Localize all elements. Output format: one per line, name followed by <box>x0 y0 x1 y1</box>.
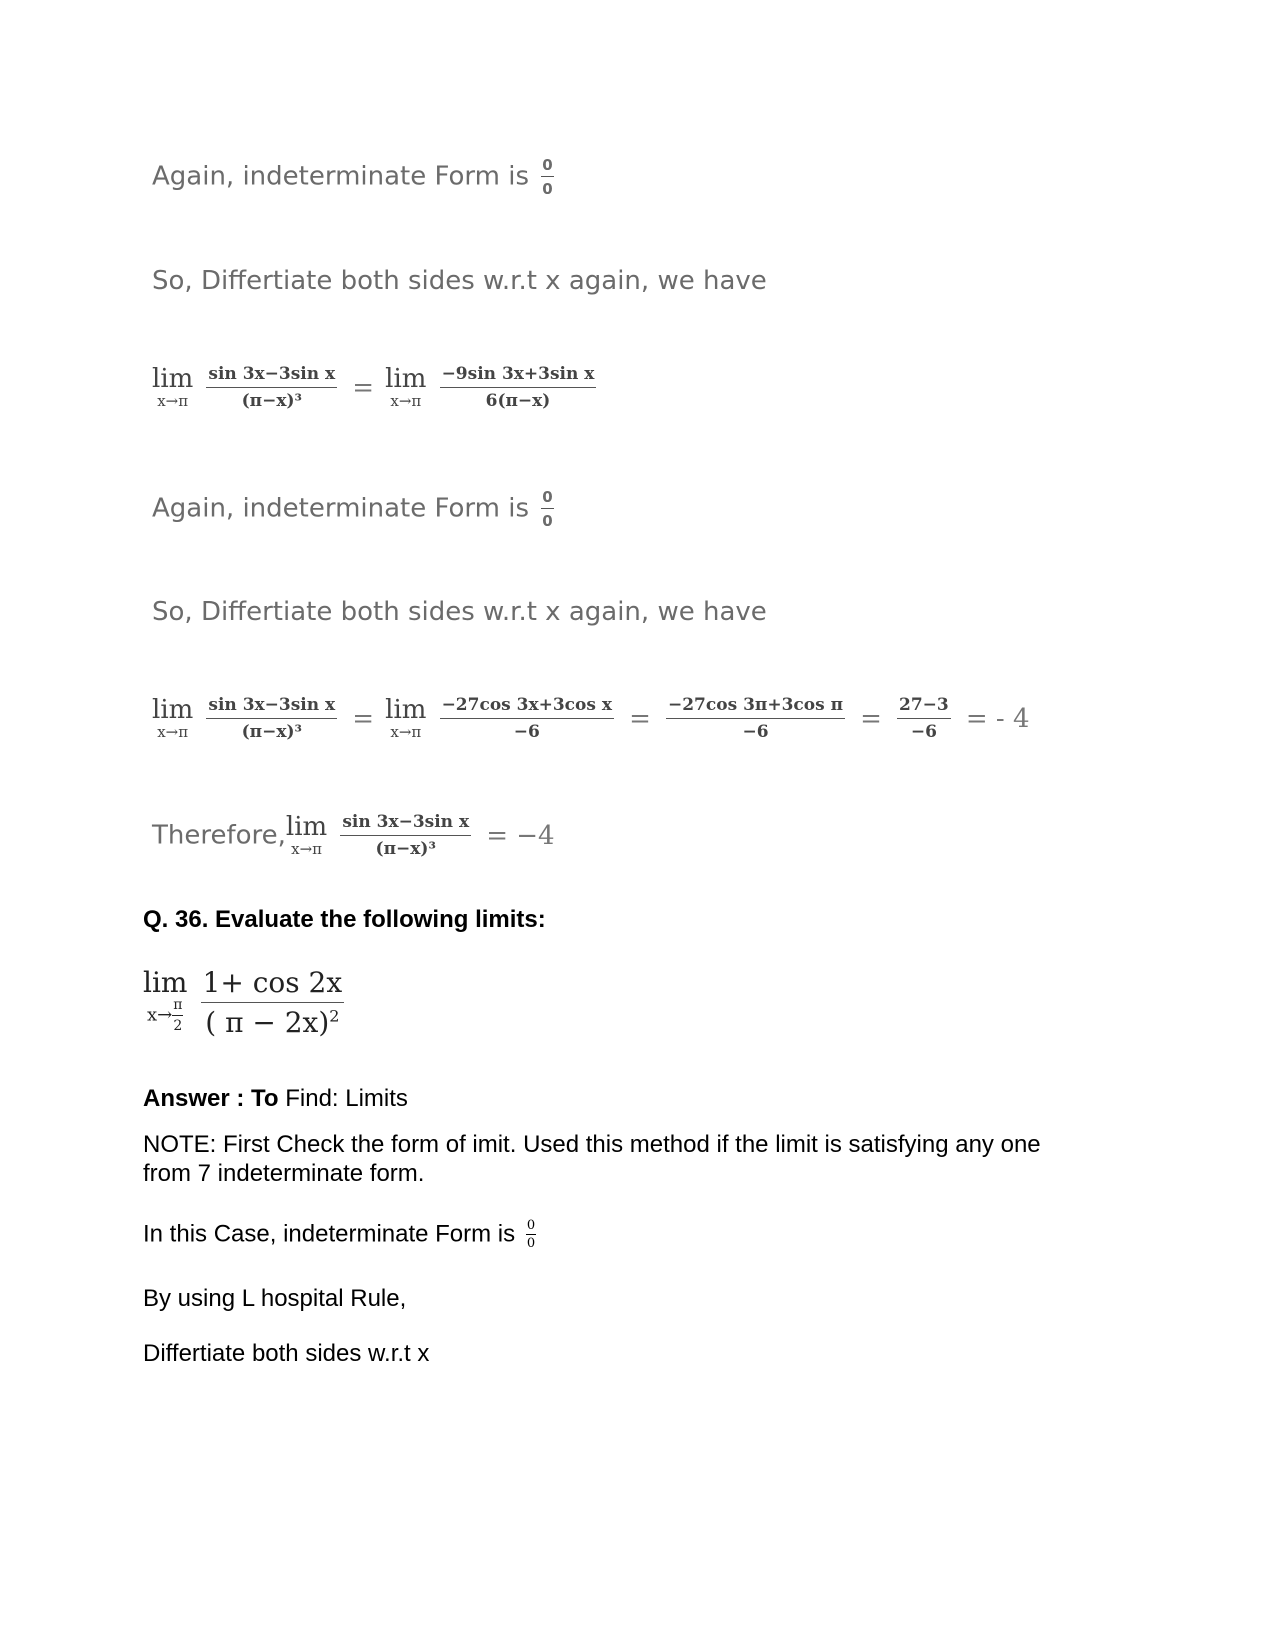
lhs-fraction <box>206 364 337 411</box>
denominator: 0 <box>542 512 553 530</box>
answer-line <box>143 1085 408 1113</box>
sub-arrow: x→ <box>147 1004 173 1026</box>
numerator: 0 <box>541 156 553 177</box>
lim-word: lim <box>152 363 194 394</box>
limit-equation-1 <box>152 364 600 411</box>
lim-subscript: x→π <box>390 391 422 410</box>
denominator: (π−x)³ <box>375 839 436 859</box>
denominator: (π−x)³ <box>241 722 302 742</box>
numerator: −9sin 3x+3sin x <box>440 364 597 388</box>
numerator: −27cos 3x+3cos x <box>440 695 614 719</box>
lim-subscript: x→π <box>390 722 422 741</box>
lim-subscript <box>147 996 183 1035</box>
lim-word: lim <box>152 694 194 725</box>
denominator: 0 <box>542 180 553 198</box>
zero-over-zero <box>526 1218 536 1251</box>
case-line <box>143 1218 540 1251</box>
lhs-fraction <box>206 695 337 742</box>
denominator: −6 <box>742 722 769 742</box>
equals-sign: = <box>352 372 375 403</box>
answer-text: Find: Limits <box>278 1085 408 1112</box>
limit-operator <box>152 694 194 741</box>
indeterminate-form-line-2 <box>152 488 558 530</box>
lim-subscript: x→π <box>291 839 323 858</box>
question-36-expression <box>143 966 348 1039</box>
fraction-step-3 <box>897 695 951 742</box>
den-text: ( π − 2x) <box>205 1006 330 1039</box>
case-text: In this Case, indeterminate Form is <box>143 1220 516 1248</box>
equals-sign: = <box>352 703 375 734</box>
differentiate-line-1: So, Differtiate both sides w.r.t x again, we have <box>152 266 767 296</box>
lim-word: lim <box>385 694 427 725</box>
denominator: (π−x)³ <box>241 391 302 411</box>
pi-over-two <box>172 996 183 1035</box>
numerator: sin 3x−3sin x <box>340 812 471 836</box>
differentiate-line-2: So, Differtiate both sides w.r.t x again, we have <box>152 597 767 627</box>
numerator: 0 <box>541 488 553 509</box>
limit-operator <box>152 363 194 410</box>
limit-operator <box>385 694 427 741</box>
limit-operator <box>143 966 188 1035</box>
limit-operator <box>385 363 427 410</box>
note-line-2: from 7 indeterminate form. <box>143 1160 425 1187</box>
denominator: −6 <box>910 722 937 742</box>
answer-label: Answer : To <box>143 1085 279 1112</box>
denominator: −6 <box>513 722 540 742</box>
limit-equation-2 <box>152 695 1036 742</box>
note-paragraph <box>143 1130 1041 1188</box>
question-36-title: Q. 36. Evaluate the following limits: <box>143 906 546 933</box>
note-line-1: NOTE: First Check the form of imit. Used this method if the limit is satisfying any one <box>143 1131 1041 1158</box>
denominator: 6(π−x) <box>485 391 551 411</box>
exponent: 2 <box>329 1006 340 1026</box>
lim-word: lim <box>285 811 328 842</box>
numerator: 27−3 <box>897 695 951 719</box>
numerator: 1+ cos 2x <box>201 966 345 1003</box>
indeterminate-form-line-1 <box>152 156 558 198</box>
therefore-label: Therefore, <box>152 820 286 851</box>
text: Again, indeterminate Form is <box>152 493 530 524</box>
denominator <box>205 1003 339 1039</box>
zero-over-zero <box>541 488 553 530</box>
therefore-equation <box>152 812 561 859</box>
zero-over-zero <box>541 156 553 198</box>
denominator: 2 <box>173 1018 183 1034</box>
numerator: 0 <box>526 1218 536 1233</box>
limit-operator <box>285 811 328 858</box>
hospital-rule-line: By using L hospital Rule, <box>143 1285 407 1312</box>
numerator: sin 3x−3sin x <box>206 695 337 719</box>
equals-sign: = <box>629 703 651 734</box>
rhs-fraction <box>440 364 597 411</box>
equals-sign: = <box>860 703 882 734</box>
lim-word: lim <box>385 363 427 394</box>
lim-subscript: x→π <box>157 391 189 410</box>
text: Again, indeterminate Form is <box>152 161 530 192</box>
lim-subscript: x→π <box>157 722 189 741</box>
denominator: 0 <box>526 1236 536 1251</box>
lim-word: lim <box>143 966 188 999</box>
result: = - 4 <box>965 703 1030 734</box>
fraction-step-2 <box>666 695 845 742</box>
numerator: π <box>172 996 183 1016</box>
numerator: −27cos 3π+3cos π <box>666 695 845 719</box>
fraction-step-1 <box>440 695 614 742</box>
fraction <box>201 966 345 1039</box>
fraction <box>340 812 471 859</box>
numerator: sin 3x−3sin x <box>206 364 337 388</box>
differentiate-line-3: Differtiate both sides w.r.t x <box>143 1340 430 1367</box>
result: = −4 <box>486 820 555 851</box>
